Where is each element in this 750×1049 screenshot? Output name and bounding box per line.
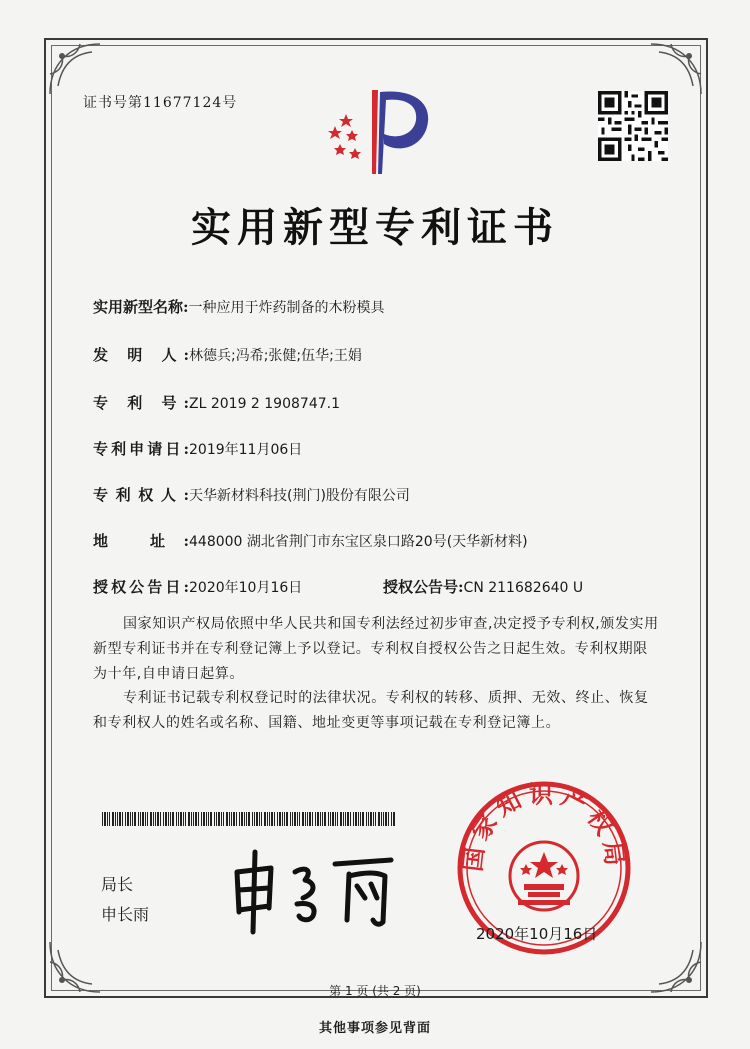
barcode-bar xyxy=(267,812,268,826)
grant-statement-paragraph: 国家知识产权局依照中华人民共和国专利法经过初步审查,决定授予专利权,颁发实用新型专利证书并在专利登记簿上予以登记。专利权自授权公告之日起生效。专利权期限为十年,自申请日起算。 xyxy=(93,616,659,682)
barcode-bar xyxy=(269,812,270,826)
barcode-bar xyxy=(375,812,376,826)
barcode-bar xyxy=(254,812,255,826)
grant-number-row xyxy=(383,576,583,597)
barcode-bar xyxy=(309,812,311,826)
barcode-bar xyxy=(366,812,367,826)
barcode-bar xyxy=(294,812,296,826)
director-signature xyxy=(225,842,405,937)
barcode-bar xyxy=(140,812,141,826)
barcode-bar xyxy=(324,812,326,826)
utility-model-name-value: 一种应用于炸药制备的木粉模具 xyxy=(188,300,385,316)
barcode-bar xyxy=(317,812,319,826)
barcode-bar xyxy=(315,812,316,826)
barcode-bar xyxy=(347,812,349,826)
barcode-bar xyxy=(355,812,357,826)
barcode-bar xyxy=(233,812,235,826)
barcode-bar xyxy=(160,812,161,826)
barcode-bar xyxy=(180,812,182,826)
legal-status-paragraph: 专利证书记载专利权登记时的法律状况。专利权的转移、质押、无效、终止、恢复和专利权人的姓名或名称、国籍、地址变更等事项记载在专利登记簿上。 xyxy=(93,690,649,731)
barcode-bar xyxy=(147,812,148,826)
barcode-bar xyxy=(297,812,298,826)
barcode-bar xyxy=(142,812,144,826)
barcode-bar xyxy=(252,812,253,826)
barcode-bar xyxy=(104,812,106,826)
barcode-bar xyxy=(320,812,321,826)
barcode-bar xyxy=(188,812,190,826)
barcode-bar xyxy=(299,812,300,826)
patent-number-value: ZL 2019 2 1908747.1 xyxy=(189,396,340,412)
barcode-bar xyxy=(216,812,217,826)
grant-row xyxy=(93,576,302,597)
barcode-bar xyxy=(337,812,338,826)
barcode-bar xyxy=(328,812,329,826)
barcode-bar xyxy=(292,812,293,826)
barcode-bar xyxy=(195,812,197,826)
barcode-bar xyxy=(127,812,129,826)
barcode-bar xyxy=(193,812,194,826)
barcode-bar xyxy=(172,812,174,826)
barcode-bar xyxy=(264,812,266,826)
barcode-bar xyxy=(112,812,114,826)
barcode-bar xyxy=(134,812,136,826)
barcode-bar xyxy=(259,812,260,826)
barcode xyxy=(102,812,398,826)
barcode-bar xyxy=(246,812,247,826)
inventor-value: 林德兵;冯希;张健;伍华;王娟 xyxy=(189,348,362,364)
signatory-title: 局长 xyxy=(101,875,134,894)
grant-number-label: 授权公告号: xyxy=(383,578,464,596)
barcode-bar xyxy=(208,812,209,826)
grant-date-value: 2020年10月16日 xyxy=(189,580,303,596)
barcode-bar xyxy=(302,812,304,826)
patentee-row xyxy=(93,484,410,505)
barcode-bar xyxy=(226,812,228,826)
barcode-bar xyxy=(119,812,121,826)
barcode-bar xyxy=(290,812,291,826)
patent-number-row xyxy=(93,392,340,413)
barcode-bar xyxy=(378,812,380,826)
barcode-bar xyxy=(191,812,192,826)
utility-model-name-label: 实用新型名称: xyxy=(93,298,189,316)
barcode-bar xyxy=(368,812,369,826)
inventor-row xyxy=(93,344,362,365)
patentee-label: 专利权人: xyxy=(93,486,189,504)
barcode-bar xyxy=(132,812,133,826)
barcode-bar xyxy=(383,812,384,826)
barcode-bar xyxy=(157,812,159,826)
footer-note: 其他事项参见背面 xyxy=(318,1021,431,1036)
filing-date-value: 2019年11月06日 xyxy=(189,442,303,458)
barcode-bar xyxy=(117,812,118,826)
barcode-bar xyxy=(231,812,232,826)
barcode-bar xyxy=(277,812,278,826)
address-value: 448000 湖北省荆门市东宝区泉口路20号(天华新材料) xyxy=(189,534,528,550)
patent-number-label: 专 利 号: xyxy=(93,394,189,412)
barcode-bar xyxy=(122,812,123,826)
barcode-bar xyxy=(223,812,224,826)
barcode-bar xyxy=(107,812,108,826)
barcode-bar xyxy=(322,812,323,826)
barcode-bar xyxy=(345,812,346,826)
barcode-bar xyxy=(261,812,262,826)
barcode-bar xyxy=(388,812,389,826)
barcode-bar xyxy=(115,812,116,826)
barcode-bar xyxy=(176,812,177,826)
barcode-bar xyxy=(130,812,131,826)
barcode-bar xyxy=(282,812,283,826)
barcode-bar xyxy=(350,812,351,826)
barcode-bar xyxy=(229,812,230,826)
barcode-bar xyxy=(358,812,359,826)
barcode-bar xyxy=(370,812,372,826)
utility-model-name-row xyxy=(93,296,385,317)
barcode-bar xyxy=(286,812,288,826)
barcode-bar xyxy=(305,812,306,826)
barcode-bar xyxy=(201,812,202,826)
barcode-bar xyxy=(248,812,250,826)
barcode-bar xyxy=(203,812,205,826)
barcode-bar xyxy=(221,812,222,826)
signatory-name: 申长雨 xyxy=(101,905,150,924)
filing-date-row xyxy=(93,438,302,459)
barcode-bar xyxy=(241,812,243,826)
barcode-bar xyxy=(165,812,167,826)
barcode-bar xyxy=(210,812,212,826)
barcode-bar xyxy=(362,812,364,826)
address-label: 地 址: xyxy=(93,532,189,550)
barcode-bar xyxy=(168,812,169,826)
barcode-bar xyxy=(332,812,334,826)
barcode-bar xyxy=(284,812,285,826)
barcode-bar xyxy=(206,812,207,826)
national-emblem-icon xyxy=(510,842,578,910)
barcode-bar xyxy=(138,812,139,826)
barcode-bar xyxy=(335,812,336,826)
barcode-bar xyxy=(274,812,275,826)
inventor-label: 发 明 人: xyxy=(93,346,189,364)
barcode-bar xyxy=(178,812,179,826)
barcode-bar xyxy=(330,812,331,826)
patent-office-emblem-icon xyxy=(322,78,438,178)
barcode-bar xyxy=(256,812,258,826)
barcode-bar xyxy=(343,812,344,826)
qr-code-icon xyxy=(598,90,668,162)
barcode-bar xyxy=(373,812,374,826)
certificate-number: 证书号第11677124号 xyxy=(83,95,238,111)
seal-date: 2020年10月16日 xyxy=(476,925,598,943)
grant-date-label: 授权公告日: xyxy=(93,578,189,596)
barcode-bar xyxy=(340,812,342,826)
barcode-bar xyxy=(236,812,237,826)
barcode-bar xyxy=(244,812,245,826)
barcode-bar xyxy=(125,812,126,826)
certificate-title: 实用新型专利证书 xyxy=(191,204,559,251)
barcode-bar xyxy=(353,812,354,826)
barcode-bar xyxy=(102,812,103,826)
barcode-bar xyxy=(145,812,146,826)
filing-date-label: 专利申请日: xyxy=(93,440,189,458)
grant-number-value: CN 211682640 U xyxy=(463,580,584,596)
address-row xyxy=(93,530,528,551)
barcode-bar xyxy=(239,812,240,826)
barcode-bar xyxy=(153,812,154,826)
barcode-bar xyxy=(150,812,152,826)
barcode-bar xyxy=(218,812,220,826)
barcode-bar xyxy=(279,812,281,826)
barcode-bar xyxy=(170,812,171,826)
barcode-bar xyxy=(360,812,361,826)
barcode-bar xyxy=(198,812,199,826)
barcode-bar xyxy=(312,812,313,826)
barcode-bar xyxy=(381,812,382,826)
barcode-bar xyxy=(385,812,387,826)
barcode-bar xyxy=(185,812,186,826)
barcode-bar xyxy=(109,812,110,826)
patentee-value: 天华新材料科技(荆门)股份有限公司 xyxy=(189,488,410,504)
seal-text: 国家知识产权局 xyxy=(458,780,630,873)
barcode-bar xyxy=(393,812,395,826)
barcode-bar xyxy=(307,812,308,826)
page-number: 第 1 页 (共 2 页) xyxy=(329,984,421,998)
barcode-bar xyxy=(183,812,184,826)
barcode-bar xyxy=(163,812,164,826)
barcode-bar xyxy=(155,812,156,826)
barcode-bar xyxy=(271,812,273,826)
barcode-bar xyxy=(391,812,392,826)
barcode-bar xyxy=(214,812,215,826)
